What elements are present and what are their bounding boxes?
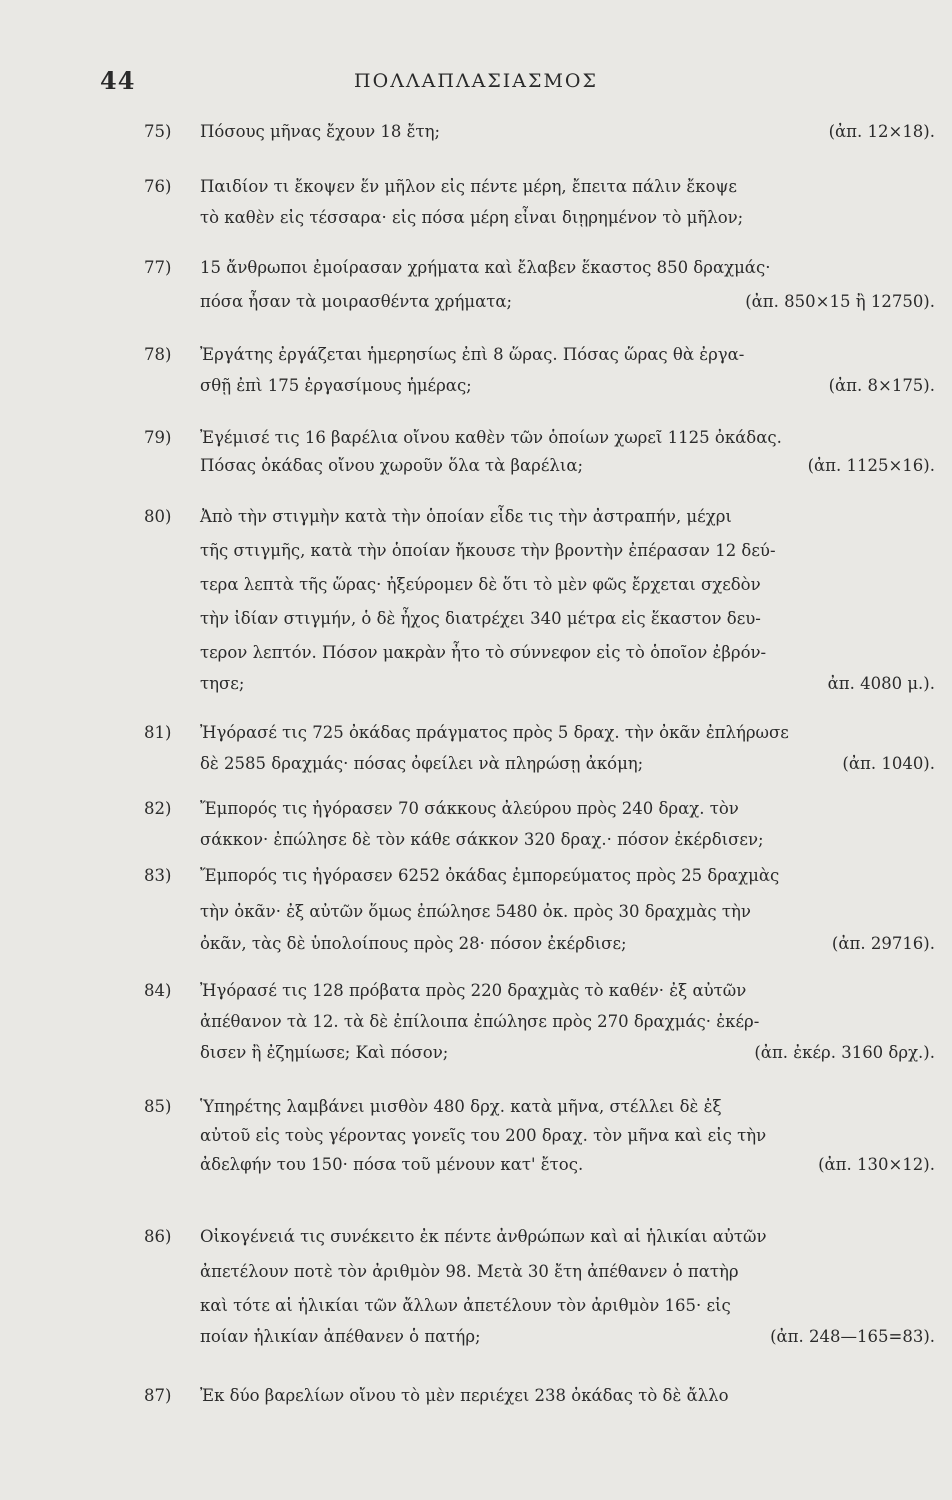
problem-text: Ἠγόρασέ τις 725 ὀκάδας πράγματος πρὸς 5 δραχ. τὴν ὀκᾶν ἐπλήρωσε xyxy=(200,723,789,742)
problem-text: Παιδίον τι ἔκοψεν ἕν μῆλον εἰς πέντε μέρη, ἔπειτα πάλιν ἔκοψε xyxy=(200,177,737,196)
problem-number: 85) xyxy=(144,1097,172,1116)
problem-number: 82) xyxy=(144,799,172,818)
problem-number: 83) xyxy=(144,866,172,885)
problem-text: Ἔμπορός τις ἠγόρασεν 70 σάκκους ἀλεύρου πρὸς 240 δραχ. τὸν xyxy=(200,799,739,818)
answer: (ἀπ. 130×12). xyxy=(818,1155,935,1174)
problem-text: δὲ 2585 δραχμάς· πόσας ὀφείλει νὰ πληρώσῃ ἀκόμη; xyxy=(200,754,644,773)
answer: (ἀπ. 1040). xyxy=(842,754,935,773)
problem-number: 81) xyxy=(144,723,172,742)
problem-text: τὸ καθὲν εἰς τέσσαρα· εἰς πόσα μέρη εἶναι διῃρημένον τὸ μῆλον; xyxy=(200,208,744,227)
problem-text: ἀπέθανον τὰ 12. τὰ δὲ ἐπίλοιπα ἐπώλησε πρὸς 270 δραχμάς· ἐκέρ- xyxy=(200,1012,760,1031)
problem-text: ποίαν ἡλικίαν ἀπέθανεν ὁ πατήρ; xyxy=(200,1327,481,1346)
problem-number: 78) xyxy=(144,345,172,364)
problem-text: Ἐργάτης ἐργάζεται ἡμερησίως ἐπὶ 8 ὥρας. Πόσας ὥρας θὰ ἐργα- xyxy=(200,345,745,364)
answer: (ἀπ. 1125×16). xyxy=(807,456,935,475)
answer: ἀπ. 4080 μ.). xyxy=(827,674,935,693)
problem-text: τὴν ὀκᾶν· ἐξ αὐτῶν ὅμως ἐπώλησε 5480 ὀκ. πρὸς 30 δραχμὰς τὴν xyxy=(200,902,751,921)
problem-number: 80) xyxy=(144,507,172,526)
problem-text: 15 ἄνθρωποι ἐμοίρασαν χρήματα καὶ ἔλαβεν ἕκαστος 850 δραχμάς· xyxy=(200,258,771,277)
problem-text: Οἰκογένειά τις συνέκειτο ἐκ πέντε ἀνθρώπων καὶ αἱ ἡλικίαι αὐτῶν xyxy=(200,1227,767,1246)
problem-number: 76) xyxy=(144,177,172,196)
problem-number: 79) xyxy=(144,428,172,447)
answer: (ἀπ. 248—165=83). xyxy=(770,1327,935,1346)
answer: (ἀπ. ἐκέρ. 3160 δρχ.). xyxy=(754,1043,935,1062)
problem-text: τερον λεπτόν. Πόσον μακρὰν ἦτο τὸ σύννεφον εἰς τὸ ὁποῖον ἐβρόν- xyxy=(200,643,767,662)
problem-number: 87) xyxy=(144,1386,172,1405)
problem-text: Ὑπηρέτης λαμβάνει μισθὸν 480 δρχ. κατὰ μῆνα, στέλλει δὲ ἐξ xyxy=(200,1097,722,1116)
problem-text: τῆς στιγμῆς, κατὰ τὴν ὁποίαν ἤκουσε τὴν βροντὴν ἐπέρασαν 12 δεύ- xyxy=(200,541,776,560)
problem-text: ἀπετέλουν ποτὲ τὸν ἀριθμὸν 98. Μετὰ 30 ἔτη ἀπέθανεν ὁ πατὴρ xyxy=(200,1262,739,1281)
problem-text: Ἐκ δύο βαρελίων οἴνου τὸ μὲν περιέχει 238 ὀκάδας τὸ δὲ ἄλλο xyxy=(200,1386,729,1405)
problem-text: ἀδελφήν του 150· πόσα τοῦ μένουν κατ' ἔτος. xyxy=(200,1155,584,1174)
problem-number: 75) xyxy=(144,122,172,141)
problem-text: Ἐγέμισέ τις 16 βαρέλια οἴνου καθὲν τῶν ὁποίων χωρεῖ 1125 ὀκάδας. xyxy=(200,428,782,447)
problem-text: δισεν ἢ ἐζημίωσε; Καὶ πόσον; xyxy=(200,1043,449,1062)
page-title: ΠΟΛΛΑΠΛΑΣΙΑΣΜΟΣ xyxy=(354,70,598,92)
problem-text: τερα λεπτὰ τῆς ὥρας· ἠξεύρομεν δὲ ὅτι τὸ μὲν φῶς ἔρχεται σχεδὸν xyxy=(200,575,761,594)
problem-text: τησε; xyxy=(200,674,245,693)
problem-text: σάκκον· ἐπώλησε δὲ τὸν κάθε σάκκον 320 δραχ.· πόσον ἐκέρδισεν; xyxy=(200,830,764,849)
answer: (ἀπ. 12×18). xyxy=(828,122,935,141)
problem-text: Ἔμπορός τις ἠγόρασεν 6252 ὀκάδας ἐμπορεύματος πρὸς 25 δραχμὰς xyxy=(200,866,780,885)
problem-number: 77) xyxy=(144,258,172,277)
answer: (ἀπ. 8×175). xyxy=(828,376,935,395)
answer: (ἀπ. 850×15 ἢ 12750). xyxy=(745,292,935,311)
answer: (ἀπ. 29716). xyxy=(831,934,935,953)
problem-text: τὴν ἰδίαν στιγμήν, ὁ δὲ ἦχος διατρέχει 340 μέτρα εἰς ἕκαστον δευ- xyxy=(200,609,761,628)
problem-text: ὀκᾶν, τὰς δὲ ὑπολοίπους πρὸς 28· πόσον ἐκέρδισε; xyxy=(200,934,627,953)
problem-text: Πόσους μῆνας ἔχουν 18 ἔτη; xyxy=(200,122,441,141)
problem-number: 86) xyxy=(144,1227,172,1246)
problem-text: καὶ τότε αἱ ἡλικίαι τῶν ἄλλων ἀπετέλουν τὸν ἀριθμὸν 165· εἰς xyxy=(200,1296,731,1315)
problem-text: Ἀπὸ τὴν στιγμὴν κατὰ τὴν ὁποίαν εἶδε τις τὴν ἀστραπήν, μέχρι xyxy=(200,507,732,526)
page-number: 44 xyxy=(100,66,136,95)
problem-number: 84) xyxy=(144,981,172,1000)
problem-text: σθῇ ἐπὶ 175 ἐργασίμους ἡμέρας; xyxy=(200,376,472,395)
problem-text: Ἠγόρασέ τις 128 πρόβατα πρὸς 220 δραχμὰς τὸ καθέν· ἐξ αὐτῶν xyxy=(200,981,747,1000)
problem-text: πόσα ἦσαν τὰ μοιρασθέντα χρήματα; xyxy=(200,292,513,311)
problem-text: αὐτοῦ εἰς τοὺς γέροντας γονεῖς του 200 δραχ. τὸν μῆνα καὶ εἰς τὴν xyxy=(200,1126,767,1145)
problem-text: Πόσας ὀκάδας οἴνου χωροῦν ὅλα τὰ βαρέλια; xyxy=(200,456,584,475)
